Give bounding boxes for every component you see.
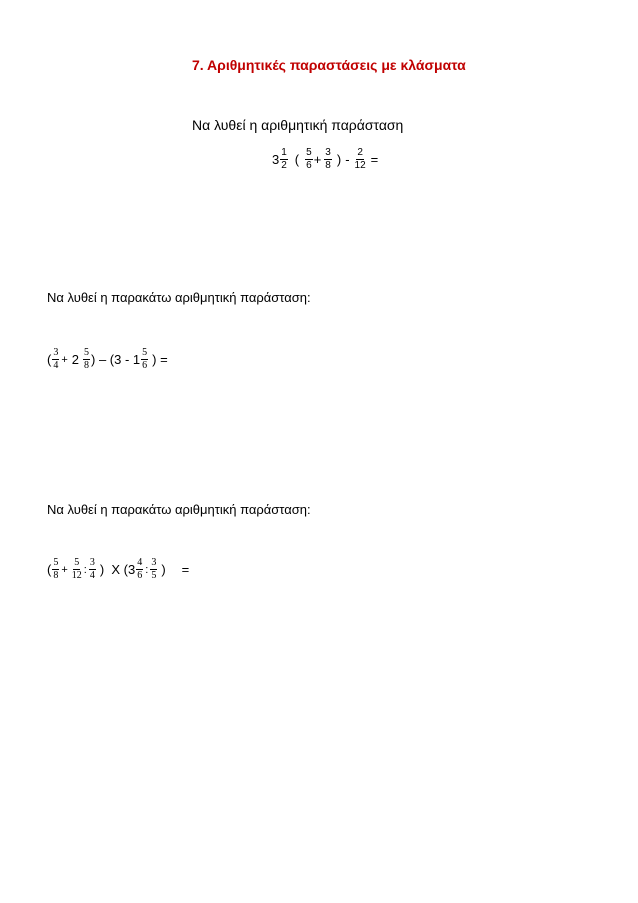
fraction: $\frac{3}{8}$ xyxy=(325,147,331,171)
fraction: $\frac{3}{4}$ xyxy=(89,557,95,581)
open-paren: ( xyxy=(47,352,52,367)
fraction: $\frac{5}{6}$ xyxy=(142,347,148,371)
fraction: $\frac{5}{8}$ xyxy=(53,557,59,581)
fraction: $\frac{3}{5}$ xyxy=(151,557,157,581)
fraction: $\frac{1}{2}$ xyxy=(281,147,287,171)
colon-sign: : xyxy=(83,563,87,576)
plus-sign: + xyxy=(61,353,68,366)
expression-middle: ) X (3 xyxy=(99,562,136,577)
fraction: $\frac{5}{6}$ xyxy=(306,147,312,171)
plus-sign: + xyxy=(313,152,322,167)
exercise2-intro: Να λυθεί η παρακάτω αριθμητική παράσταση: xyxy=(47,290,311,305)
equals-sign: = xyxy=(181,562,190,577)
plus-sign: + xyxy=(61,563,68,576)
minus-sign: - xyxy=(345,152,350,167)
fraction: $\frac{4}{6}$ xyxy=(137,557,143,581)
section-title: 7. Αριθμητικές παραστάσεις με κλάσματα xyxy=(192,57,466,73)
exercise3-expression xyxy=(47,558,189,581)
fraction: $\frac{5}{12}$ xyxy=(71,557,82,581)
close-paren: ) xyxy=(336,152,342,167)
whole-number: 3 xyxy=(272,152,280,167)
whole-number: 2 xyxy=(71,352,80,367)
fraction: $\frac{3}{4}$ xyxy=(53,347,59,371)
expression-middle: ) – (3 - 1 xyxy=(91,352,141,367)
equals-sign: = xyxy=(370,152,379,167)
open-paren: ( xyxy=(294,152,300,167)
exercise1-expression xyxy=(272,148,378,171)
close-paren: ) xyxy=(161,562,166,577)
fraction: $\frac{2}{12}$ xyxy=(354,147,366,171)
colon-sign: : xyxy=(145,563,149,576)
exercise3-intro: Να λυθεί η παρακάτω αριθμητική παράσταση: xyxy=(47,502,311,517)
expression-end: ) = xyxy=(152,352,168,367)
exercise1-intro: Να λυθεί η αριθμητική παράσταση xyxy=(192,117,404,133)
open-paren: ( xyxy=(47,562,52,577)
fraction: $\frac{5}{8}$ xyxy=(84,347,90,371)
exercise2-expression xyxy=(47,348,168,371)
